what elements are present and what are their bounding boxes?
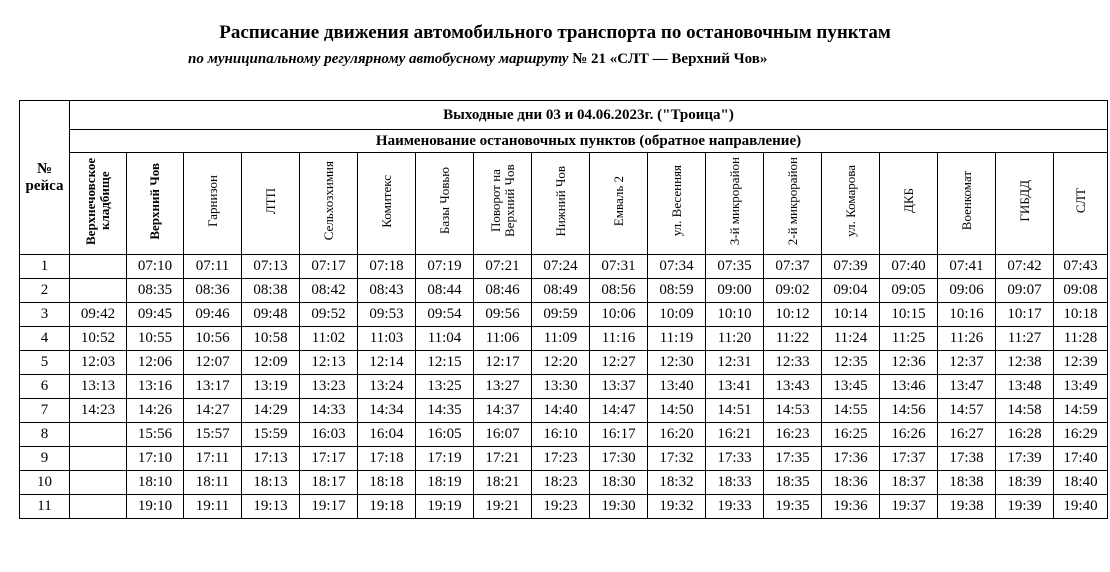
time-cell: 14:50 bbox=[648, 399, 706, 423]
stop-name: СЛТ bbox=[1072, 188, 1088, 214]
stop-header bbox=[127, 153, 184, 255]
time-cell: 10:14 bbox=[822, 303, 880, 327]
schedule-body bbox=[20, 255, 1108, 519]
time-cell: 14:34 bbox=[358, 399, 416, 423]
time-cell: 17:10 bbox=[127, 447, 184, 471]
time-cell: 10:12 bbox=[764, 303, 822, 327]
time-cell: 12:38 bbox=[996, 351, 1054, 375]
time-cell: 18:23 bbox=[532, 471, 590, 495]
time-cell: 07:40 bbox=[880, 255, 938, 279]
time-cell: 17:19 bbox=[416, 447, 474, 471]
time-cell: 15:57 bbox=[184, 423, 242, 447]
time-cell: 14:55 bbox=[822, 399, 880, 423]
time-cell: 09:45 bbox=[127, 303, 184, 327]
time-cell: 09:59 bbox=[532, 303, 590, 327]
table-row bbox=[20, 279, 1108, 303]
time-cell: 18:18 bbox=[358, 471, 416, 495]
time-cell: 08:46 bbox=[474, 279, 532, 303]
time-cell: 11:27 bbox=[996, 327, 1054, 351]
trip-number: 11 bbox=[20, 495, 70, 519]
time-cell: 08:42 bbox=[300, 279, 358, 303]
stop-header bbox=[184, 153, 242, 255]
time-cell bbox=[70, 255, 127, 279]
document-title: Расписание движения автомобильного транспорта по остановочным пунктам bbox=[219, 22, 891, 43]
time-cell: 09:53 bbox=[358, 303, 416, 327]
stop-name: ул. Весенняя bbox=[668, 165, 684, 237]
time-cell: 16:26 bbox=[880, 423, 938, 447]
stop-name: Верхний Чов bbox=[147, 162, 162, 240]
time-cell: 13:41 bbox=[706, 375, 764, 399]
time-cell: 19:23 bbox=[532, 495, 590, 519]
time-cell: 18:33 bbox=[706, 471, 764, 495]
time-cell: 14:23 bbox=[70, 399, 127, 423]
trip-number: 10 bbox=[20, 471, 70, 495]
time-cell: 16:07 bbox=[474, 423, 532, 447]
time-cell: 17:17 bbox=[300, 447, 358, 471]
time-cell bbox=[70, 495, 127, 519]
time-cell: 18:40 bbox=[1054, 471, 1108, 495]
time-cell bbox=[70, 279, 127, 303]
time-cell: 14:58 bbox=[996, 399, 1054, 423]
time-cell: 11:19 bbox=[648, 327, 706, 351]
stop-header bbox=[996, 153, 1054, 255]
time-cell: 14:56 bbox=[880, 399, 938, 423]
stop-name: Емваль 2 bbox=[610, 175, 626, 227]
time-cell: 11:25 bbox=[880, 327, 938, 351]
time-cell: 11:09 bbox=[532, 327, 590, 351]
stop-name: Комитекс bbox=[378, 174, 394, 228]
stop-name: Поворот на Верхний Чов bbox=[487, 164, 517, 238]
stop-name: ДКБ bbox=[900, 188, 916, 214]
time-cell: 12:15 bbox=[416, 351, 474, 375]
time-cell: 15:59 bbox=[242, 423, 300, 447]
time-cell: 17:33 bbox=[706, 447, 764, 471]
time-cell: 13:47 bbox=[938, 375, 996, 399]
time-cell: 14:57 bbox=[938, 399, 996, 423]
time-cell: 16:05 bbox=[416, 423, 474, 447]
table-row bbox=[20, 255, 1108, 279]
document-subtitle bbox=[188, 51, 767, 68]
time-cell: 16:29 bbox=[1054, 423, 1108, 447]
time-cell: 14:26 bbox=[127, 399, 184, 423]
table-row bbox=[20, 471, 1108, 495]
time-cell: 07:34 bbox=[648, 255, 706, 279]
time-cell: 08:49 bbox=[532, 279, 590, 303]
stop-header bbox=[938, 153, 996, 255]
time-cell: 16:23 bbox=[764, 423, 822, 447]
time-cell: 09:46 bbox=[184, 303, 242, 327]
table-row bbox=[20, 303, 1108, 327]
stop-header bbox=[474, 153, 532, 255]
time-cell: 11:26 bbox=[938, 327, 996, 351]
time-cell: 17:30 bbox=[590, 447, 648, 471]
time-cell: 07:17 bbox=[300, 255, 358, 279]
time-cell: 17:39 bbox=[996, 447, 1054, 471]
stop-name: 3-й микрорайон bbox=[726, 156, 742, 246]
time-cell: 10:15 bbox=[880, 303, 938, 327]
time-cell: 07:37 bbox=[764, 255, 822, 279]
time-cell: 12:14 bbox=[358, 351, 416, 375]
time-cell: 13:27 bbox=[474, 375, 532, 399]
days-header: Выходные дни 03 и 04.06.2023г. ("Троица") bbox=[70, 101, 1108, 130]
time-cell bbox=[70, 447, 127, 471]
time-cell: 13:17 bbox=[184, 375, 242, 399]
time-cell: 09:02 bbox=[764, 279, 822, 303]
stop-header bbox=[648, 153, 706, 255]
time-cell: 13:19 bbox=[242, 375, 300, 399]
stop-header bbox=[242, 153, 300, 255]
time-cell: 09:05 bbox=[880, 279, 938, 303]
time-cell: 17:37 bbox=[880, 447, 938, 471]
time-cell: 12:30 bbox=[648, 351, 706, 375]
time-cell: 10:58 bbox=[242, 327, 300, 351]
time-cell: 13:30 bbox=[532, 375, 590, 399]
time-cell: 08:56 bbox=[590, 279, 648, 303]
time-cell: 18:11 bbox=[184, 471, 242, 495]
time-cell: 16:03 bbox=[300, 423, 358, 447]
time-cell: 12:17 bbox=[474, 351, 532, 375]
time-cell: 13:49 bbox=[1054, 375, 1108, 399]
time-cell: 18:19 bbox=[416, 471, 474, 495]
time-cell: 11:16 bbox=[590, 327, 648, 351]
time-cell: 10:56 bbox=[184, 327, 242, 351]
stop-name: Базы Човью bbox=[436, 167, 452, 235]
time-cell: 12:06 bbox=[127, 351, 184, 375]
time-cell: 16:28 bbox=[996, 423, 1054, 447]
stop-header bbox=[706, 153, 764, 255]
time-cell: 14:59 bbox=[1054, 399, 1108, 423]
time-cell: 09:52 bbox=[300, 303, 358, 327]
subtitle-route: № 21 «СЛТ — Верхний Чов» bbox=[572, 51, 768, 67]
time-cell: 13:45 bbox=[822, 375, 880, 399]
stop-name: ЛТП bbox=[262, 187, 278, 215]
time-cell: 09:42 bbox=[70, 303, 127, 327]
time-cell: 12:20 bbox=[532, 351, 590, 375]
trip-number: 8 bbox=[20, 423, 70, 447]
time-cell: 13:24 bbox=[358, 375, 416, 399]
time-cell: 13:37 bbox=[590, 375, 648, 399]
time-cell: 14:35 bbox=[416, 399, 474, 423]
stop-name: ул. Комарова bbox=[842, 165, 858, 237]
time-cell: 17:21 bbox=[474, 447, 532, 471]
time-cell: 14:33 bbox=[300, 399, 358, 423]
time-cell: 09:48 bbox=[242, 303, 300, 327]
trip-number: 5 bbox=[20, 351, 70, 375]
time-cell: 19:13 bbox=[242, 495, 300, 519]
stop-name: ГИБДД bbox=[1016, 180, 1032, 222]
stop-name: Нижний Чов bbox=[552, 165, 568, 237]
stop-header bbox=[532, 153, 590, 255]
stop-header bbox=[70, 153, 127, 255]
time-cell: 07:39 bbox=[822, 255, 880, 279]
time-cell: 18:32 bbox=[648, 471, 706, 495]
time-cell: 19:30 bbox=[590, 495, 648, 519]
stop-header bbox=[416, 153, 474, 255]
table-row bbox=[20, 375, 1108, 399]
time-cell bbox=[70, 423, 127, 447]
time-cell: 08:43 bbox=[358, 279, 416, 303]
time-cell: 18:39 bbox=[996, 471, 1054, 495]
time-cell: 10:52 bbox=[70, 327, 127, 351]
time-cell: 08:59 bbox=[648, 279, 706, 303]
stop-header bbox=[300, 153, 358, 255]
stop-header bbox=[880, 153, 938, 255]
stop-header bbox=[1054, 153, 1108, 255]
time-cell: 11:03 bbox=[358, 327, 416, 351]
time-cell: 09:07 bbox=[996, 279, 1054, 303]
time-cell: 19:36 bbox=[822, 495, 880, 519]
time-cell: 09:08 bbox=[1054, 279, 1108, 303]
time-cell: 16:27 bbox=[938, 423, 996, 447]
stop-name: Военкомат bbox=[958, 171, 974, 231]
time-cell: 13:48 bbox=[996, 375, 1054, 399]
trip-number: 4 bbox=[20, 327, 70, 351]
time-cell: 11:22 bbox=[764, 327, 822, 351]
time-cell: 11:24 bbox=[822, 327, 880, 351]
time-cell: 12:31 bbox=[706, 351, 764, 375]
time-cell: 17:13 bbox=[242, 447, 300, 471]
time-cell: 16:10 bbox=[532, 423, 590, 447]
time-cell: 19:19 bbox=[416, 495, 474, 519]
time-cell: 12:13 bbox=[300, 351, 358, 375]
time-cell: 14:51 bbox=[706, 399, 764, 423]
stops-header: Наименование остановочных пунктов (обратное направление) bbox=[70, 130, 1108, 153]
stop-name: Гарнизон bbox=[204, 175, 220, 227]
time-cell: 07:43 bbox=[1054, 255, 1108, 279]
time-cell: 18:30 bbox=[590, 471, 648, 495]
trip-number: 6 bbox=[20, 375, 70, 399]
time-cell: 14:47 bbox=[590, 399, 648, 423]
time-cell: 16:17 bbox=[590, 423, 648, 447]
table-row bbox=[20, 447, 1108, 471]
time-cell: 18:35 bbox=[764, 471, 822, 495]
time-cell: 12:03 bbox=[70, 351, 127, 375]
time-cell: 10:17 bbox=[996, 303, 1054, 327]
trip-number: 1 bbox=[20, 255, 70, 279]
time-cell: 16:21 bbox=[706, 423, 764, 447]
table-row bbox=[20, 399, 1108, 423]
time-cell: 12:33 bbox=[764, 351, 822, 375]
time-cell: 07:18 bbox=[358, 255, 416, 279]
time-cell bbox=[70, 471, 127, 495]
time-cell: 15:56 bbox=[127, 423, 184, 447]
time-cell: 14:53 bbox=[764, 399, 822, 423]
time-cell: 17:36 bbox=[822, 447, 880, 471]
time-cell: 18:10 bbox=[127, 471, 184, 495]
table-row bbox=[20, 327, 1108, 351]
time-cell: 13:25 bbox=[416, 375, 474, 399]
time-cell: 16:25 bbox=[822, 423, 880, 447]
time-cell: 19:38 bbox=[938, 495, 996, 519]
time-cell: 09:00 bbox=[706, 279, 764, 303]
time-cell: 10:09 bbox=[648, 303, 706, 327]
time-cell: 08:35 bbox=[127, 279, 184, 303]
time-cell: 18:21 bbox=[474, 471, 532, 495]
time-cell: 16:04 bbox=[358, 423, 416, 447]
time-cell: 07:42 bbox=[996, 255, 1054, 279]
time-cell: 13:46 bbox=[880, 375, 938, 399]
time-cell: 08:38 bbox=[242, 279, 300, 303]
time-cell: 13:23 bbox=[300, 375, 358, 399]
table-row bbox=[20, 423, 1108, 447]
time-cell: 19:33 bbox=[706, 495, 764, 519]
time-cell: 19:32 bbox=[648, 495, 706, 519]
trip-number-header: № рейса bbox=[20, 101, 70, 255]
time-cell: 12:07 bbox=[184, 351, 242, 375]
time-cell: 09:04 bbox=[822, 279, 880, 303]
table-row bbox=[20, 351, 1108, 375]
time-cell: 19:17 bbox=[300, 495, 358, 519]
time-cell: 10:06 bbox=[590, 303, 648, 327]
time-cell: 07:24 bbox=[532, 255, 590, 279]
time-cell: 18:38 bbox=[938, 471, 996, 495]
time-cell: 16:20 bbox=[648, 423, 706, 447]
time-cell: 17:23 bbox=[532, 447, 590, 471]
time-cell: 13:40 bbox=[648, 375, 706, 399]
time-cell: 19:18 bbox=[358, 495, 416, 519]
time-cell: 11:02 bbox=[300, 327, 358, 351]
trip-number: 7 bbox=[20, 399, 70, 423]
stop-name: 2-й микрорайон bbox=[784, 156, 800, 246]
subtitle-prefix: по муниципальному регулярному автобусному маршруту bbox=[188, 51, 569, 67]
time-cell: 09:56 bbox=[474, 303, 532, 327]
time-cell: 18:36 bbox=[822, 471, 880, 495]
time-cell: 19:35 bbox=[764, 495, 822, 519]
time-cell: 09:06 bbox=[938, 279, 996, 303]
stops-row bbox=[20, 153, 1108, 255]
time-cell: 13:16 bbox=[127, 375, 184, 399]
time-cell: 07:13 bbox=[242, 255, 300, 279]
time-cell: 10:55 bbox=[127, 327, 184, 351]
time-cell: 17:32 bbox=[648, 447, 706, 471]
time-cell: 08:36 bbox=[184, 279, 242, 303]
time-cell: 12:37 bbox=[938, 351, 996, 375]
time-cell: 07:11 bbox=[184, 255, 242, 279]
time-cell: 13:43 bbox=[764, 375, 822, 399]
time-cell: 07:35 bbox=[706, 255, 764, 279]
time-cell: 17:18 bbox=[358, 447, 416, 471]
time-cell: 17:11 bbox=[184, 447, 242, 471]
schedule-table bbox=[19, 100, 1108, 519]
stop-name: Сельхозхимия bbox=[320, 161, 336, 241]
trip-number: 3 bbox=[20, 303, 70, 327]
stop-header bbox=[764, 153, 822, 255]
time-cell: 14:27 bbox=[184, 399, 242, 423]
time-cell: 14:29 bbox=[242, 399, 300, 423]
time-cell: 11:28 bbox=[1054, 327, 1108, 351]
time-cell: 10:18 bbox=[1054, 303, 1108, 327]
time-cell: 07:19 bbox=[416, 255, 474, 279]
time-cell: 12:27 bbox=[590, 351, 648, 375]
time-cell: 07:10 bbox=[127, 255, 184, 279]
time-cell: 19:39 bbox=[996, 495, 1054, 519]
time-cell: 07:21 bbox=[474, 255, 532, 279]
time-cell: 10:16 bbox=[938, 303, 996, 327]
time-cell: 12:36 bbox=[880, 351, 938, 375]
time-cell: 19:37 bbox=[880, 495, 938, 519]
time-cell: 08:44 bbox=[416, 279, 474, 303]
time-cell: 18:37 bbox=[880, 471, 938, 495]
time-cell: 14:40 bbox=[532, 399, 590, 423]
time-cell: 12:35 bbox=[822, 351, 880, 375]
time-cell: 14:37 bbox=[474, 399, 532, 423]
time-cell: 12:09 bbox=[242, 351, 300, 375]
time-cell: 11:20 bbox=[706, 327, 764, 351]
trip-number: 9 bbox=[20, 447, 70, 471]
time-cell: 07:41 bbox=[938, 255, 996, 279]
stop-header bbox=[358, 153, 416, 255]
time-cell: 09:54 bbox=[416, 303, 474, 327]
time-cell: 19:11 bbox=[184, 495, 242, 519]
time-cell: 11:06 bbox=[474, 327, 532, 351]
time-cell: 19:10 bbox=[127, 495, 184, 519]
time-cell: 17:35 bbox=[764, 447, 822, 471]
time-cell: 19:21 bbox=[474, 495, 532, 519]
time-cell: 18:13 bbox=[242, 471, 300, 495]
time-cell: 18:17 bbox=[300, 471, 358, 495]
time-cell: 17:38 bbox=[938, 447, 996, 471]
time-cell: 11:04 bbox=[416, 327, 474, 351]
stop-header bbox=[822, 153, 880, 255]
table-row bbox=[20, 495, 1108, 519]
stop-name: Верхнечовское кладбище bbox=[83, 157, 112, 245]
trip-number: 2 bbox=[20, 279, 70, 303]
time-cell: 13:13 bbox=[70, 375, 127, 399]
time-cell: 19:40 bbox=[1054, 495, 1108, 519]
time-cell: 07:31 bbox=[590, 255, 648, 279]
time-cell: 17:40 bbox=[1054, 447, 1108, 471]
stop-header bbox=[590, 153, 648, 255]
time-cell: 10:10 bbox=[706, 303, 764, 327]
time-cell: 12:39 bbox=[1054, 351, 1108, 375]
